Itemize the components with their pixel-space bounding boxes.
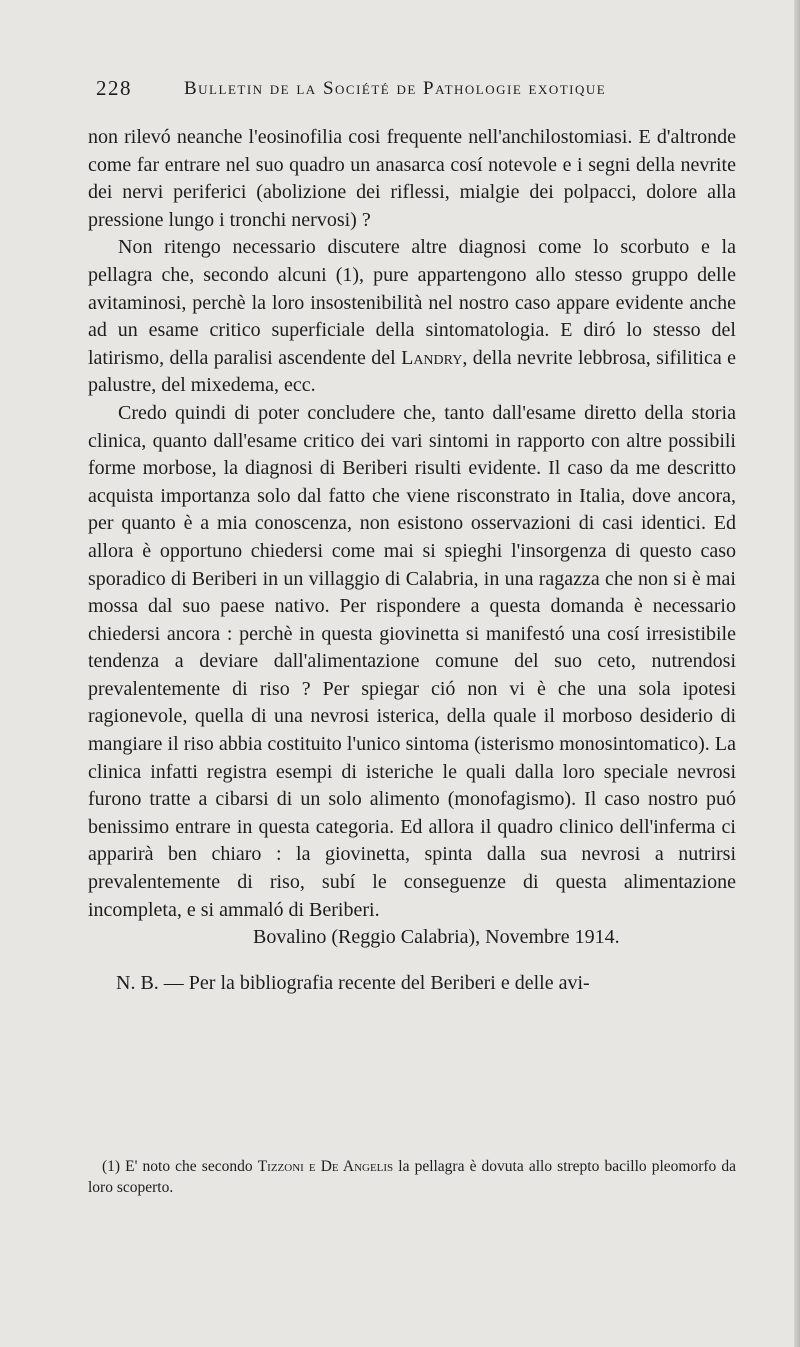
body-text: [88, 124, 736, 997]
running-title: Bulletin de la Société de Pathologie exotique: [184, 78, 607, 99]
footnote-authors: Tizzoni e De Angelis: [257, 1158, 394, 1175]
footnote-text-a: E' noto che secondo: [120, 1158, 258, 1175]
nota-bene: N. B. — Per la bibliografia recente del Beriberi e delle avi-: [116, 971, 590, 994]
page-edge: [794, 0, 800, 1347]
paragraph-3: Credo quindi di poter concludere che, tanto dall'esame diretto della storia clinica, quanto dall'esame critico dei vari sintomi in rapporto con altre possibili forme morbose, la diagnosi di Beriberi risulti evidente. Il caso da me descritto acquista importanza solo dal fatto che viene risconstrato in Italia, dove ancora, per quanto è a mia conoscenza, non esistono osservazioni di casi identici. Ed allora è opportuno chiedersi come mai si spieghi l'insorgenza di questo caso sporadico di Beriberi in un villaggio di Calabria, in una ragazza che non si è mai mossa dal suo paese nativo. Per rispondere a questa domanda è necessario chiedersi ancora : perchè in questa giovinetta si manifestó una cosí irresistibile tendenza a deviare dall'alimentazione comune del suo ceto, nutrendosi prevalentemente di riso ? Per spiegar ció non vi è che una sola ipotesi ragionevole, quella di una nevrosi isterica, della quale il morboso desiderio di mangiare il riso abbia costituito l'unico sintoma (isterismo monosintomatico). La clinica infatti registra esempi di isteriche le quali dalla loro speciale nevrosi furono tratte a cibarsi di un solo alimento (monofagismo). Il caso nostro puó benissimo entrare in questa categoria. Ed allora il quadro clinico dell'inferma ci apparirà ben chiaro : la giovinetta, spinta dalla sua nevrosi a nutrirsi prevalentemente di riso, subí le conseguenze di questa alimentazione incompleta, e si ammaló di Beriberi.: [88, 401, 736, 921]
footnote-text-b: la pellagra è dovuta allo strepto bacillo pleomorfo da loro scoperto.: [88, 1158, 737, 1196]
author-name-landry: Landry: [401, 346, 463, 369]
page-number: 228: [96, 76, 132, 100]
paragraph-2: [88, 234, 736, 400]
paragraph-1: non rilevó neanche l'eosinofilia cosi frequente nell'anchilostomiasi. E d'altronde come far entrare nel suo quadro un anasarca cosí notevole e i segni della nevrite dei nervi periferici (abolizione dei riflessi, mialgie dei polpacci, dolore alla pressione lungo i tronchi nervosi) ?: [88, 126, 736, 231]
footnote: [88, 1156, 736, 1198]
paragraph-2-text-a: Non ritengo necessario discutere altre diagnosi come lo scorbuto e la pellagra che, secondo alcuni (1), pure appartengono allo stesso gruppo delle avitaminosi, perchè la loro insostenibilità nel nostro caso appare evidente anche ad un esame critico superficiale della sintomatologia. E diró lo stesso del latirismo, della paralisi ascendente del: [88, 236, 736, 369]
footnote-marker: (1): [102, 1158, 121, 1175]
paragraph-2-text-b: , della nevrite lebbrosa, sifilitica e palustre, del mixedema, ecc.: [88, 346, 737, 397]
signature-line: Bovalino (Reggio Calabria), Novembre 1914.: [253, 926, 620, 949]
